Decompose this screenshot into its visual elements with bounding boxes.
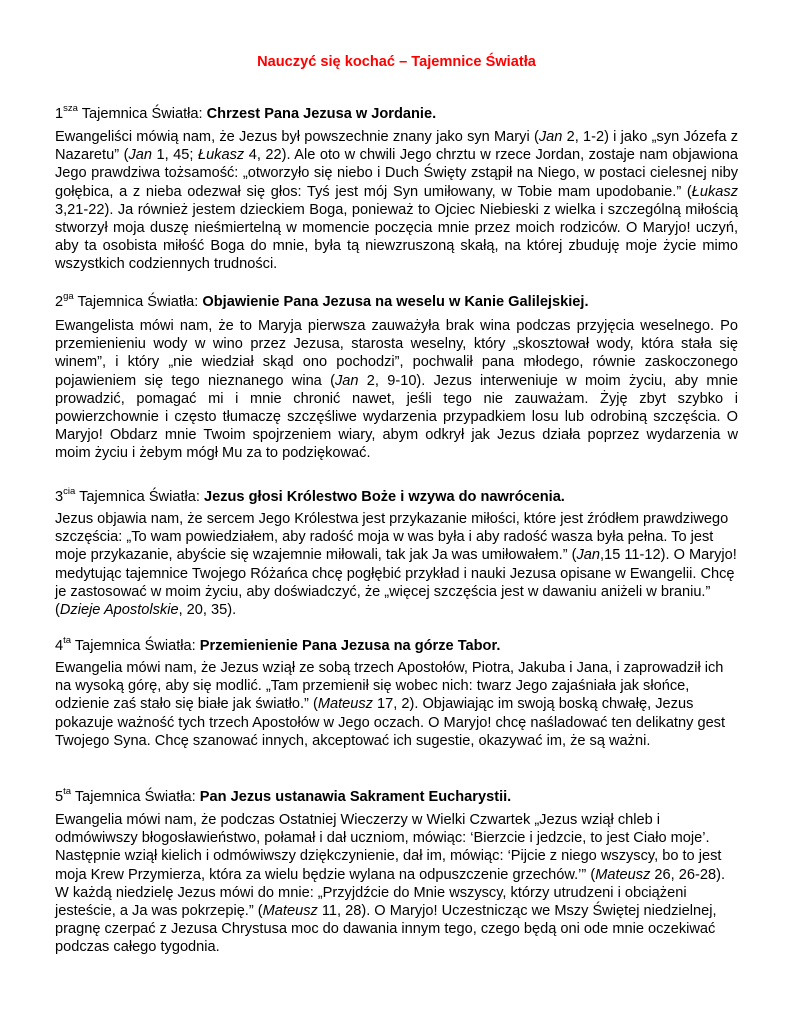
paragraph-text: , 20, 35). — [178, 602, 237, 619]
section-1-body — [55, 128, 738, 274]
section-4-body — [55, 659, 738, 750]
section-prefix: Tajemnica Światła: — [73, 293, 203, 310]
section-ordinal-suffix: cia — [63, 486, 76, 497]
section-ordinal-suffix: sza — [63, 103, 78, 114]
section-5-body — [55, 811, 738, 957]
paragraph-text: 3,21-22). Ja również jestem dzieckiem Boga, ponieważ to Ojciec Niebieski z wielka i szczególną miłością stworzył moja duszę nieśmiertelną w momencie poczęcia mnie przez moich rodziców. O Maryjo! uczyń, aby ta osobista miłość Boga do mnie, była tą niewzruszoną skałą, na której zbuduję moje życie mimo wszystkich codziennych trudności. — [55, 201, 738, 273]
paragraph-text: 2, 9-10). Jezus interweniuje w moim życiu, aby mnie prowadzić, pomagać mi i mnie chronić nawet, jeśli tego nie zauważam. Żyję zbyt szybko i powierzchownie i często tłumaczę szczęśliwe wydarzenia przypadkiem losu lub odrobiną szczęścia. O Maryjo! Obdarz mnie Twoim spojrzeniem wiary, abym odkrył jak Jezus działa poprzez wydarzenia w moim życiu i żebym mógł Mu za to podziękować. — [55, 372, 739, 462]
document-title: Nauczyć się kochać – Tajemnice Światła — [257, 54, 536, 70]
section-prefix: Tajemnica Światła: — [71, 788, 200, 805]
citation-reference: Jan — [128, 147, 152, 164]
section-number: 1 — [55, 105, 64, 122]
section-prefix: Tajemnica Światła: — [75, 488, 204, 505]
paragraph-text: Ewangelia mówi nam, że podczas Ostatniej Wieczerzy w Wielki Czwartek „Jezus wziął chleb i odmówiwszy błogosławieństwo, połamał i dał uczniom, mówiąc: ‘Bierzcie i jedzcie, to jest Ciało moje’. Następnie wziął kielich i odmówiwszy dziękczynienie, dał im, mówiąc: ‘Pijcie z niego wszyscy, bo to jest moja Krew Przymierza, która za wielu będzie wylana na odpuszczenie grzechów.’” ( — [55, 812, 722, 883]
section-prefix: Tajemnica Światła: — [71, 637, 200, 654]
citation-reference: Dzieje Apostolskie — [59, 602, 179, 619]
section-number: 3 — [55, 488, 64, 505]
citation-reference: Mateusz — [317, 696, 373, 713]
paragraph-text: 2, 1-2) i jako „syn Józefa z Nazaretu” ( — [55, 129, 739, 164]
section-3-body — [55, 510, 738, 619]
citation-reference: Mateusz — [595, 866, 651, 883]
section-ordinal-suffix: ta — [63, 786, 72, 797]
citation-reference: Mateusz — [262, 903, 318, 920]
citation-reference: Łukasz — [197, 147, 245, 164]
section-title: Pan Jezus ustanawia Sakrament Eucharystii. — [199, 788, 512, 805]
section-ordinal-suffix: ta — [63, 635, 72, 646]
section-title: Chrzest Pana Jezusa w Jordanie. — [206, 105, 437, 122]
paragraph-text: Ewangelista mówi nam, że to Maryja pierwsza zauważyła brak wina podczas przyjęcia weselnego. Po przemienieniu wody w wino przez Jezusa, starosta weselny, który „skosztował wody, która stała się winem”, i który „nie wiedział skąd ono pochodzi”, pochwalił pana młodego, równie zaskoczonego pojawieniem się tego nieznanego wina ( — [55, 318, 738, 389]
citation-reference: Jan — [538, 129, 563, 145]
section-number: 4 — [55, 637, 64, 654]
paragraph-text: 1, 45; — [151, 147, 198, 164]
paragraph-text: ,15 11-12). O Maryjo! medytując tajemnice Twojego Różańca chcę pogłębić przykład i nauki Jezusa opisane w Ewangelii. Chcę je zastosować w moim życiu, aby doświadczyć, że „więcej szczęścia jest w dawaniu aniżeli w braniu.” ( — [55, 547, 737, 619]
paragraph-text: 11, 28). O Maryjo! Uczestnicząc we Mszy Świętej niedzielnej, pragnę czerpać z Jezusa Chrystusa moc do dawania innym tego, czego będą oni ode mnie oczekiwać podczas całego tygodnia. — [55, 903, 717, 956]
paragraph-text: Jezus objawia nam, że sercem Jego Królestwa jest przykazanie miłości, które jest źródłem prawdziwego szczęścia: „To wam powiedziałem, aby radość moja w was była i aby radość wasza była pełna. To jest moje przykazanie, abyście się wzajemnie miłowali, tak jak Ja was umiłowałem.” ( — [55, 511, 729, 564]
section-title: Przemienienie Pana Jezusa na górze Tabor. — [199, 637, 501, 654]
section-ordinal-suffix: ga — [63, 291, 74, 302]
citation-reference: Łukasz — [691, 183, 738, 200]
section-5-heading — [55, 784, 738, 806]
paragraph-text: Ewangelia mówi nam, że Jezus wziął ze sobą trzech Apostołów, Piotra, Jakuba i Jana, i zaprowadził ich na wysoką górę, aby się modlić. „Tam przemienił się wobec nich: twarz Jego zajaśniała jak słońce, odzienie zaś stało się białe jak światło.” ( — [55, 660, 724, 713]
section-2-heading — [55, 289, 738, 311]
paragraph-text: Ewangeliści mówią nam, że Jezus był powszechnie znany jako syn Maryi ( — [55, 129, 539, 145]
section-title: Objawienie Pana Jezusa na weselu w Kanie Galilejskiej. — [202, 293, 589, 310]
paragraph-text: 26, 26-28). W każdą niedzielę Jezus mówi do mnie: „Przyjdźcie do Mnie wszyscy, którzy utrudzeni i obciążeni jesteście, a Ja was pokrzepię.” ( — [55, 866, 726, 920]
section-4-heading — [55, 633, 738, 655]
citation-reference: Jan — [334, 372, 359, 389]
citation-reference: Jan — [576, 547, 601, 564]
section-number: 2 — [55, 293, 64, 310]
section-3-heading — [55, 484, 738, 506]
section-prefix: Tajemnica Światła: — [77, 105, 207, 122]
section-2-body — [55, 317, 738, 463]
paragraph-text: 4, 22). Ale oto w chwili Jego chrztu w rzece Jordan, zostaje nam objawiona Jego prawdziwa tożsamość: „otworzyło się niebo i Duch Święty zstąpił na Niego, w postaci cielesnej niby gołębica, a z nieba odezwał się głos: Tyś jest mój Syn umiłowany, w Tobie mam upodobanie.” ( — [55, 147, 739, 200]
section-number: 5 — [55, 788, 64, 805]
section-title: Jezus głosi Królestwo Boże i wzywa do nawrócenia. — [203, 488, 565, 505]
paragraph-text: 17, 2). Objawiając im swoją boską chwałę, Jezus pokazuje ważność tych trzech Apostołów w Jego oczach. O Maryjo! chcę naśladować ten delikatny gest Twojego Syna. Chcę szanować innych, akceptować ich sugestie, okazywać im, że są ważni. — [55, 696, 726, 749]
section-1-heading — [55, 101, 738, 123]
